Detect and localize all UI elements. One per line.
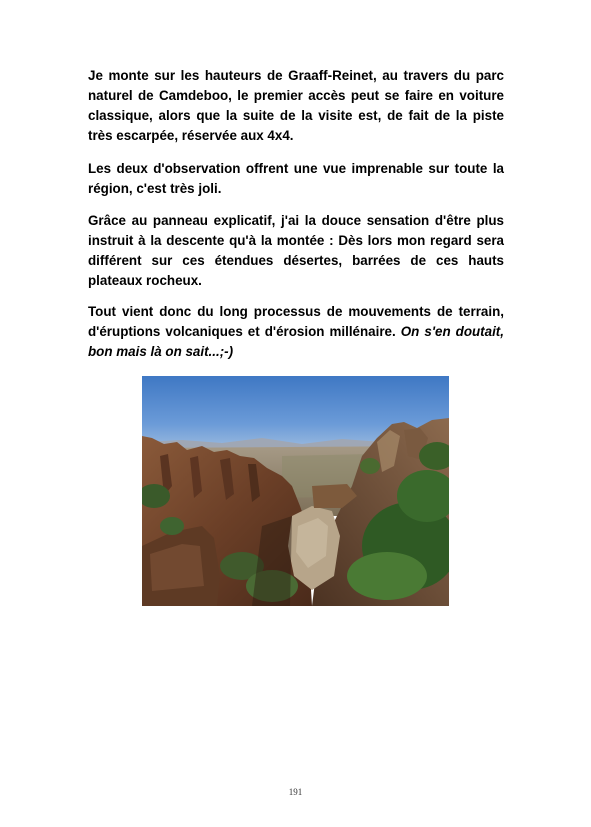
- paragraph-2: Les deux d'observation offrent une vue imprenable sur toute la région, c'est très joli.: [88, 161, 504, 196]
- body-text: [88, 302, 504, 374]
- body-text: [88, 66, 504, 158]
- paragraph-4: [88, 302, 504, 362]
- page-number: 191: [288, 787, 303, 797]
- body-text: [88, 159, 504, 211]
- paragraph-3: Grâce au panneau explicatif, j'ai la douce sensation d'être plus instruit à la descente qu'à la montée : Dès lors mon regard sera différent sur ces étendues désertes, barrées de ces hauts plateaux rocheux.: [88, 213, 504, 288]
- paragraph-4-text: Tout vient donc du long processus de mouvements de terrain, d'éruptions volcaniques et d'érosion millénaire.: [88, 304, 504, 339]
- body-text: [88, 211, 504, 303]
- landscape-photo: [142, 376, 449, 606]
- paragraph-4-italic-text: On s'en doutait, bon mais là on sait...;-): [88, 324, 504, 359]
- paragraph-1: Je monte sur les hauteurs de Graaff-Reinet, au travers du parc naturel de Camdeboo, le premier accès peut se faire en voiture classique, alors que la suite de la visite est, de fait de la piste très escarpée, réservée aux 4x4.: [88, 68, 504, 143]
